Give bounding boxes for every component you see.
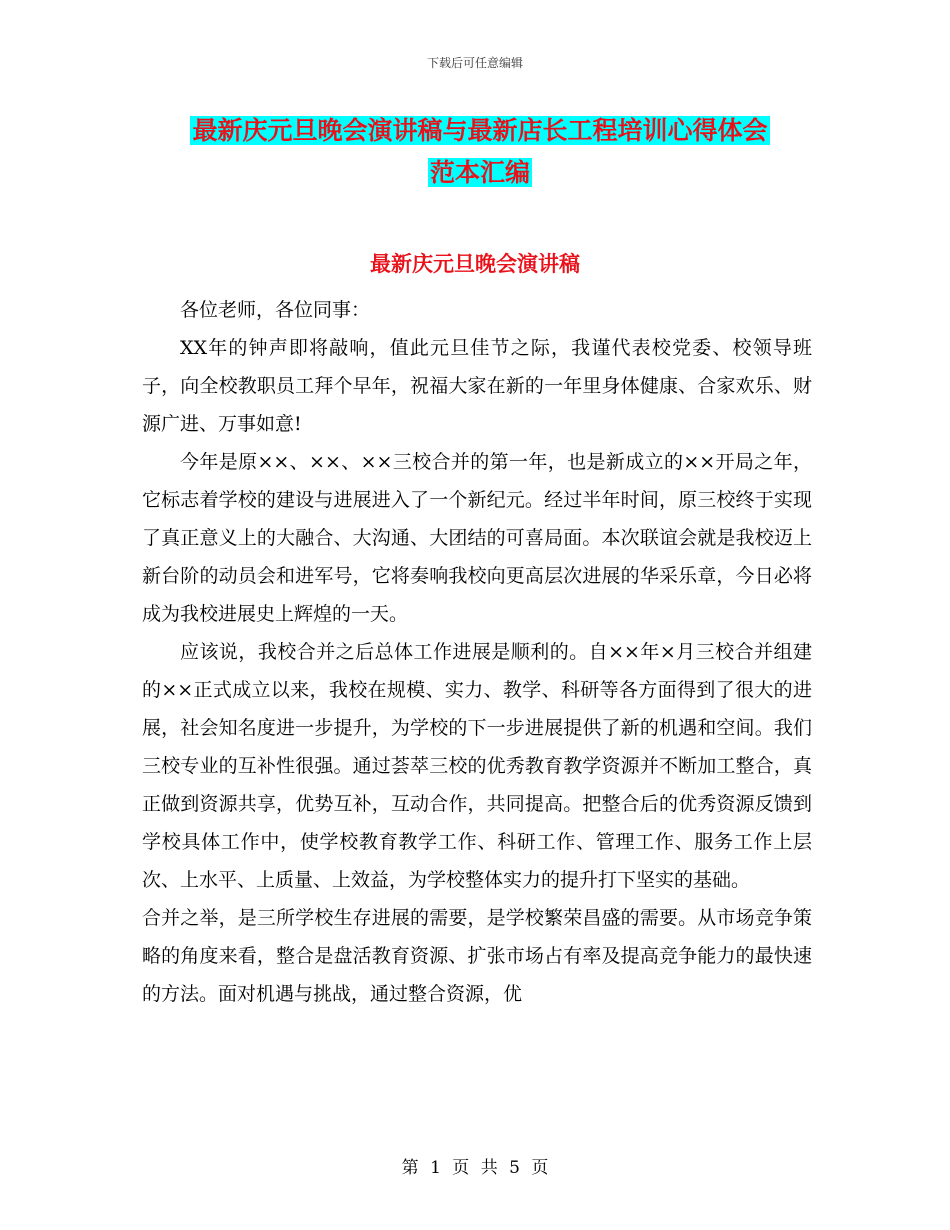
body-text xyxy=(142,291,812,1013)
document-title-line2: 范本汇编 xyxy=(429,158,530,187)
paragraph-greeting: 各位老师，各位同事： xyxy=(180,299,371,321)
document-title xyxy=(140,110,820,194)
header-note: 下载后可任意编辑 xyxy=(426,56,523,70)
paragraph: 应该说，我校合并之后总体工作进展是顺利的。自××年×月三校合并组建的××正式成立以来，我校在规模、实力、教学、科研等各方面得到了很大的进展，社会知名度进一步提升，为学校的下一步进展提供了新的机遇和空间。我们三校专业的互补性很强。通过荟萃三校的优秀教育教学资源并不断加工整合，真正做到资源共享，优势互补，互动合作，共同提高。把整合后的优秀资源反馈到学校具体工作中，使学校教育教学工作、科研工作、管理工作、服务工作上层次、上水平、上质量、上效益，为学校整体实力的提升打下坚实的基础。 xyxy=(142,641,812,891)
paragraph: 合并之举，是三所学校生存进展的需要，是学校繁荣昌盛的需要。从市场竞争策略的角度来看，整合是盘活教育资源、扩张市场占有率及提高竞争能力的最快速的方法。面对机遇与挑战，通过整合资源，优 xyxy=(142,907,812,1005)
page-number: 第 1 页 共 5 页 xyxy=(401,1158,549,1178)
paragraph: 今年是原××、××、××三校合并的第一年，也是新成立的××开局之年，它标志着学校的建设与进展进入了一个新纪元。经过半年时间，原三校终于实现了真正意义上的大融合、大沟通、大团结的可喜局面。本次联谊会就是我校迈上新台阶的动员会和进军号，它将奏响我校向更高层次进展的华采乐章，今日必将成为我校进展史上辉煌的一天。 xyxy=(142,451,812,625)
paragraph: XX年的钟声即将敲响，值此元旦佳节之际，我谨代表校党委、校领导班子，向全校教职员工拜个早年，祝福大家在新的一年里身体健康、合家欢乐、财源广进、万事如意! xyxy=(142,337,812,435)
section-title: 最新庆元旦晚会演讲稿 xyxy=(370,252,580,276)
document-title-line1: 最新庆元旦晚会演讲稿与最新店长工程培训心得体会 xyxy=(192,116,768,145)
